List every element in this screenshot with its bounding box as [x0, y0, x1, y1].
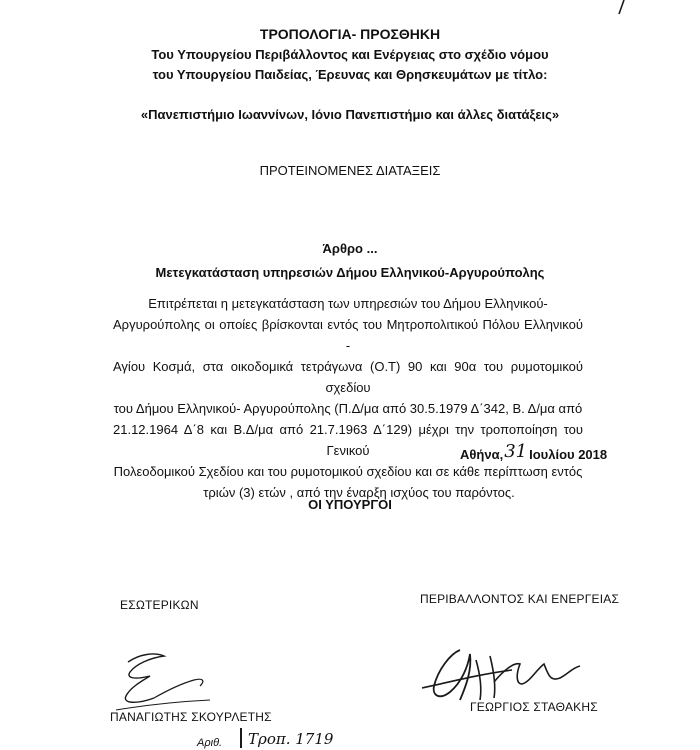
- bill-title: «Πανεπιστήμιο Ιωαννίνων, Ιόνιο Πανεπιστήμιο και άλλες διατάξεις»: [140, 107, 560, 122]
- body-line: του Δήμου Ελληνικού- Αργυρούπολης (Π.Δ/μα από 30.5.1979 Δ΄342, Β. Δ/μα από: [113, 401, 583, 416]
- document-title: ΤΡΟΠΟΛΟΓΙΑ- ΠΡΟΣΘΗΚΗ: [259, 26, 441, 42]
- article-number: Άρθρο ...: [322, 241, 378, 256]
- body-line: Πολεοδομικού Σχεδίου και του ρυμοτομικού σχεδίου και σε κάθε περίπτωση εντός: [113, 464, 583, 479]
- header-line-1: Του Υπουργείου Περιβάλλοντος και Ενέργειας στο σχέδιο νόμου: [151, 47, 549, 62]
- name-stathakis: ΓΕΩΡΓΙΟΣ ΣΤΑΘΑΚΗΣ: [470, 700, 598, 714]
- pen-mark: [610, 0, 630, 20]
- stamp-label: Αριθ.: [197, 737, 223, 749]
- ministry-interior: ΕΣΩΤΕΡΙΚΩΝ: [120, 598, 199, 612]
- signature-environment: [420, 630, 590, 710]
- signing-date: [460, 443, 607, 464]
- body-line: τριών (3) ετών , από την έναρξη ισχύος του παρόντος.: [203, 485, 515, 500]
- ministry-environment: ΠΕΡΙΒΑΛΛΟΝΤΟΣ ΚΑΙ ΕΝΕΡΓΕΙΑΣ: [420, 592, 620, 606]
- body-line: Αγίου Κοσμά, στα οικοδομικά τετράγωνα (Ο.Τ) 90 και 90α του ρυμοτομικού σχεδίου: [113, 359, 583, 395]
- pen-stroke: [240, 728, 242, 748]
- handwritten-day: 31: [504, 441, 528, 462]
- date-place: Αθήνα,: [460, 447, 504, 462]
- article-body: [113, 293, 583, 503]
- signature-interior: [110, 640, 220, 715]
- ministers-heading: ΟΙ ΥΠΟΥΡΓΟΙ: [308, 497, 392, 512]
- name-skourletis: ΠΑΝΑΓΙΩΤΗΣ ΣΚΟΥΡΛΕΤΗΣ: [110, 710, 272, 724]
- section-heading: ΠΡΟΤΕΙΝΟΜΕΝΕΣ ΔΙΑΤΑΞΕΙΣ: [259, 163, 441, 178]
- body-line: Επιτρέπεται η μετεγκατάσταση των υπηρεσιών του Δήμου Ελληνικού-: [148, 296, 548, 311]
- amendment-number: Τροπ. 1719: [248, 730, 334, 748]
- article-title: Μετεγκατάσταση υπηρεσιών Δήμου Ελληνικού-Αργυρούπολης: [155, 265, 545, 280]
- body-line: 21.12.1964 Δ΄8 και Β.Δ/μα από 21.7.1963 Δ΄129) μέχρι την τροποποίηση του Γενικού: [113, 422, 583, 458]
- header-line-2: του Υπουργείου Παιδείας, Έρευνας και Θρησκευμάτων με τίτλο:: [152, 67, 548, 82]
- date-month-year: Ιουλίου 2018: [529, 447, 608, 462]
- amendment-number-handwritten: [240, 728, 333, 748]
- body-line: Αργυρούπολης οι οποίες βρίσκονται εντός του Μητροπολιτικού Πόλου Ελληνικού -: [113, 317, 583, 353]
